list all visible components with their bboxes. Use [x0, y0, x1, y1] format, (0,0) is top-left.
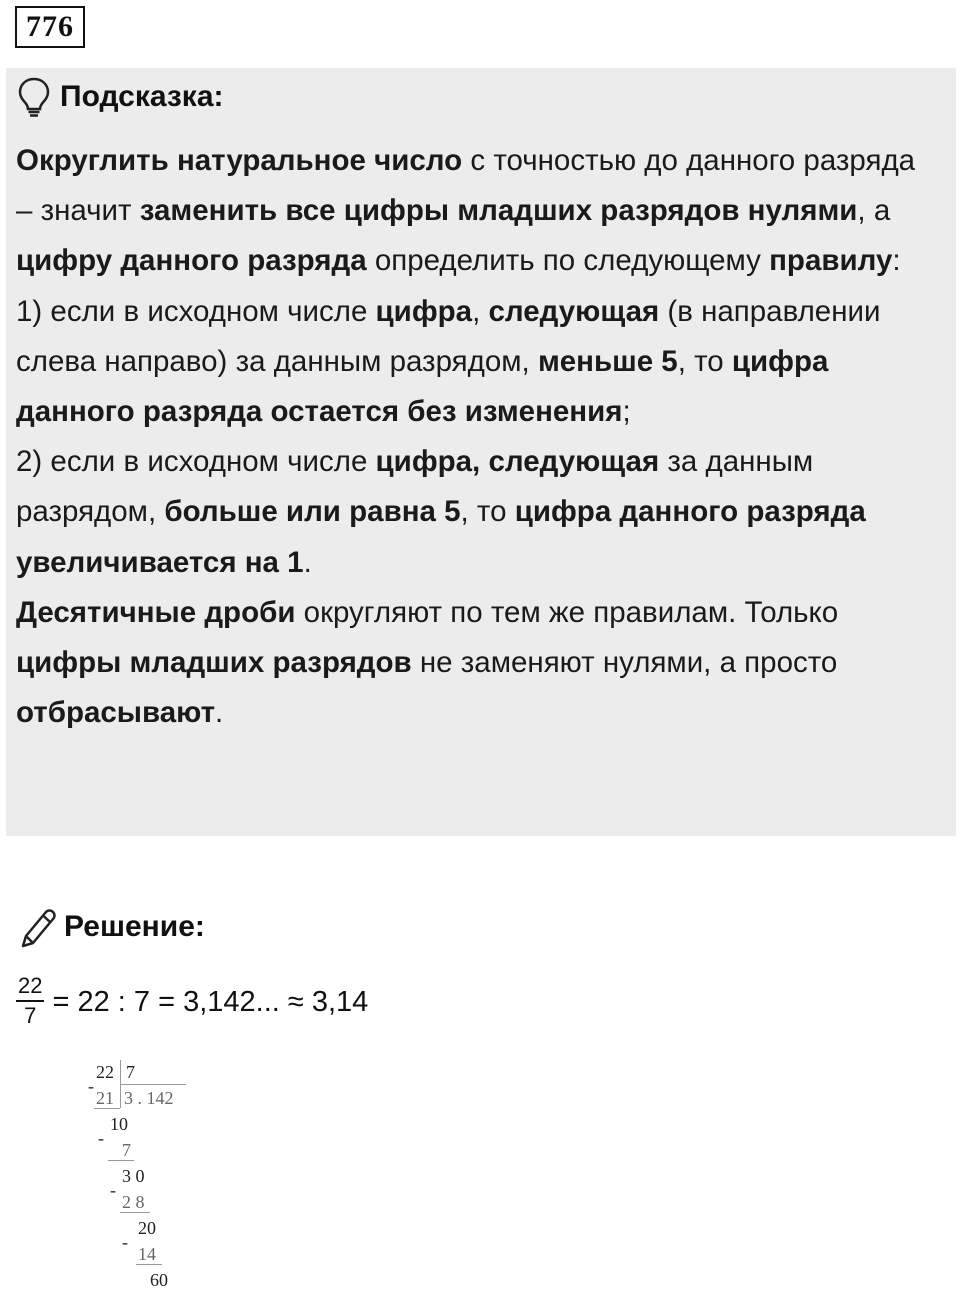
- hint-text-segment: ,: [472, 294, 489, 328]
- hint-bold-text: Округлить натуральное число: [16, 144, 463, 177]
- subtrahend: 2 8: [122, 1192, 145, 1212]
- hint-bold-text: следующая: [488, 294, 660, 328]
- hint-bold-text: цифра данного разряда остается без изменения: [16, 344, 829, 429]
- subtrahend: 14: [138, 1244, 156, 1264]
- hint-text-segment: , то: [460, 495, 515, 529]
- hint-paragraph: [16, 287, 936, 438]
- remainder: 10: [110, 1114, 128, 1134]
- hint-text-segment: 1) если в исходном числе: [16, 294, 376, 328]
- minus-sign: -: [122, 1232, 128, 1252]
- remainder: 20: [138, 1218, 156, 1238]
- quotient: 3 . 142: [124, 1088, 174, 1108]
- hint-bold-text: цифра данного разряда увеличивается на 1: [16, 495, 866, 579]
- hint-text: [16, 136, 936, 738]
- hint-paragraph: [16, 437, 936, 588]
- hint-title: Подсказка:: [60, 80, 224, 113]
- remainder: 60: [150, 1270, 168, 1290]
- hint-bold-text: больше или равна 5: [164, 495, 461, 529]
- solution-equation: [16, 974, 368, 1030]
- remainder: 3 0: [122, 1166, 145, 1186]
- fraction-numerator: 22: [16, 974, 44, 1002]
- hint-text-segment: определить по следующему: [366, 244, 770, 278]
- solution-header: [18, 906, 205, 948]
- solution-title: Решение:: [64, 910, 205, 943]
- hint-bold-text: Десятичные дроби: [16, 595, 296, 629]
- hint-bold-text: цифру данного разряда: [16, 244, 367, 278]
- hint-text-segment: с точностью до данного разряда – значит: [16, 144, 916, 228]
- divisor: 7: [126, 1062, 135, 1082]
- hint-bold-text: отбрасывают: [16, 696, 216, 730]
- long-division: [84, 1058, 284, 1288]
- hint-bold-text: меньше 5: [537, 344, 678, 378]
- minus-sign: -: [98, 1128, 104, 1148]
- minus-sign: -: [88, 1076, 94, 1096]
- minus-sign: -: [110, 1180, 116, 1200]
- subtrahend: 21: [96, 1088, 114, 1108]
- pencil-icon: [18, 906, 58, 948]
- hint-bold-text: правилу: [769, 244, 893, 278]
- hint-text-segment: :: [892, 244, 901, 278]
- hint-text-segment: .: [303, 545, 312, 579]
- hint-text-segment: не заменяют нулями, а просто: [411, 646, 838, 680]
- hint-text-segment: , а: [857, 194, 891, 228]
- hint-text-segment: ;: [622, 395, 631, 429]
- hint-text-segment: .: [215, 696, 224, 730]
- hint-text-segment: 2) если в исходном числе: [16, 445, 376, 479]
- hint-text-segment: (в направлении слева направо) за данным разрядом,: [16, 294, 881, 378]
- hint-paragraph: [16, 136, 936, 287]
- hint-paragraph: [16, 588, 936, 739]
- dividend: 22: [96, 1062, 114, 1082]
- hint-text-segment: за данным разрядом,: [16, 445, 814, 529]
- hint-bold-text: цифры младших разрядов: [16, 646, 412, 680]
- hint-text-segment: , то: [677, 344, 732, 378]
- fraction-denominator: 7: [24, 1003, 37, 1028]
- equation-text: = 22 : 7 = 3,142... ≈ 3,14: [52, 985, 369, 1018]
- lightbulb-icon: [16, 76, 52, 118]
- subtrahend: 7: [122, 1140, 131, 1160]
- task-number: 776: [15, 6, 85, 48]
- fraction: [16, 974, 44, 1030]
- hint-bold-text: цифра: [375, 294, 473, 328]
- hint-bold-text: цифра, следующая: [375, 445, 660, 479]
- hint-text-segment: округляют по тем же правилам. Только: [295, 595, 839, 629]
- hint-header: [16, 76, 224, 118]
- hint-bold-text: заменить все цифры младших разрядов нулями: [139, 194, 858, 228]
